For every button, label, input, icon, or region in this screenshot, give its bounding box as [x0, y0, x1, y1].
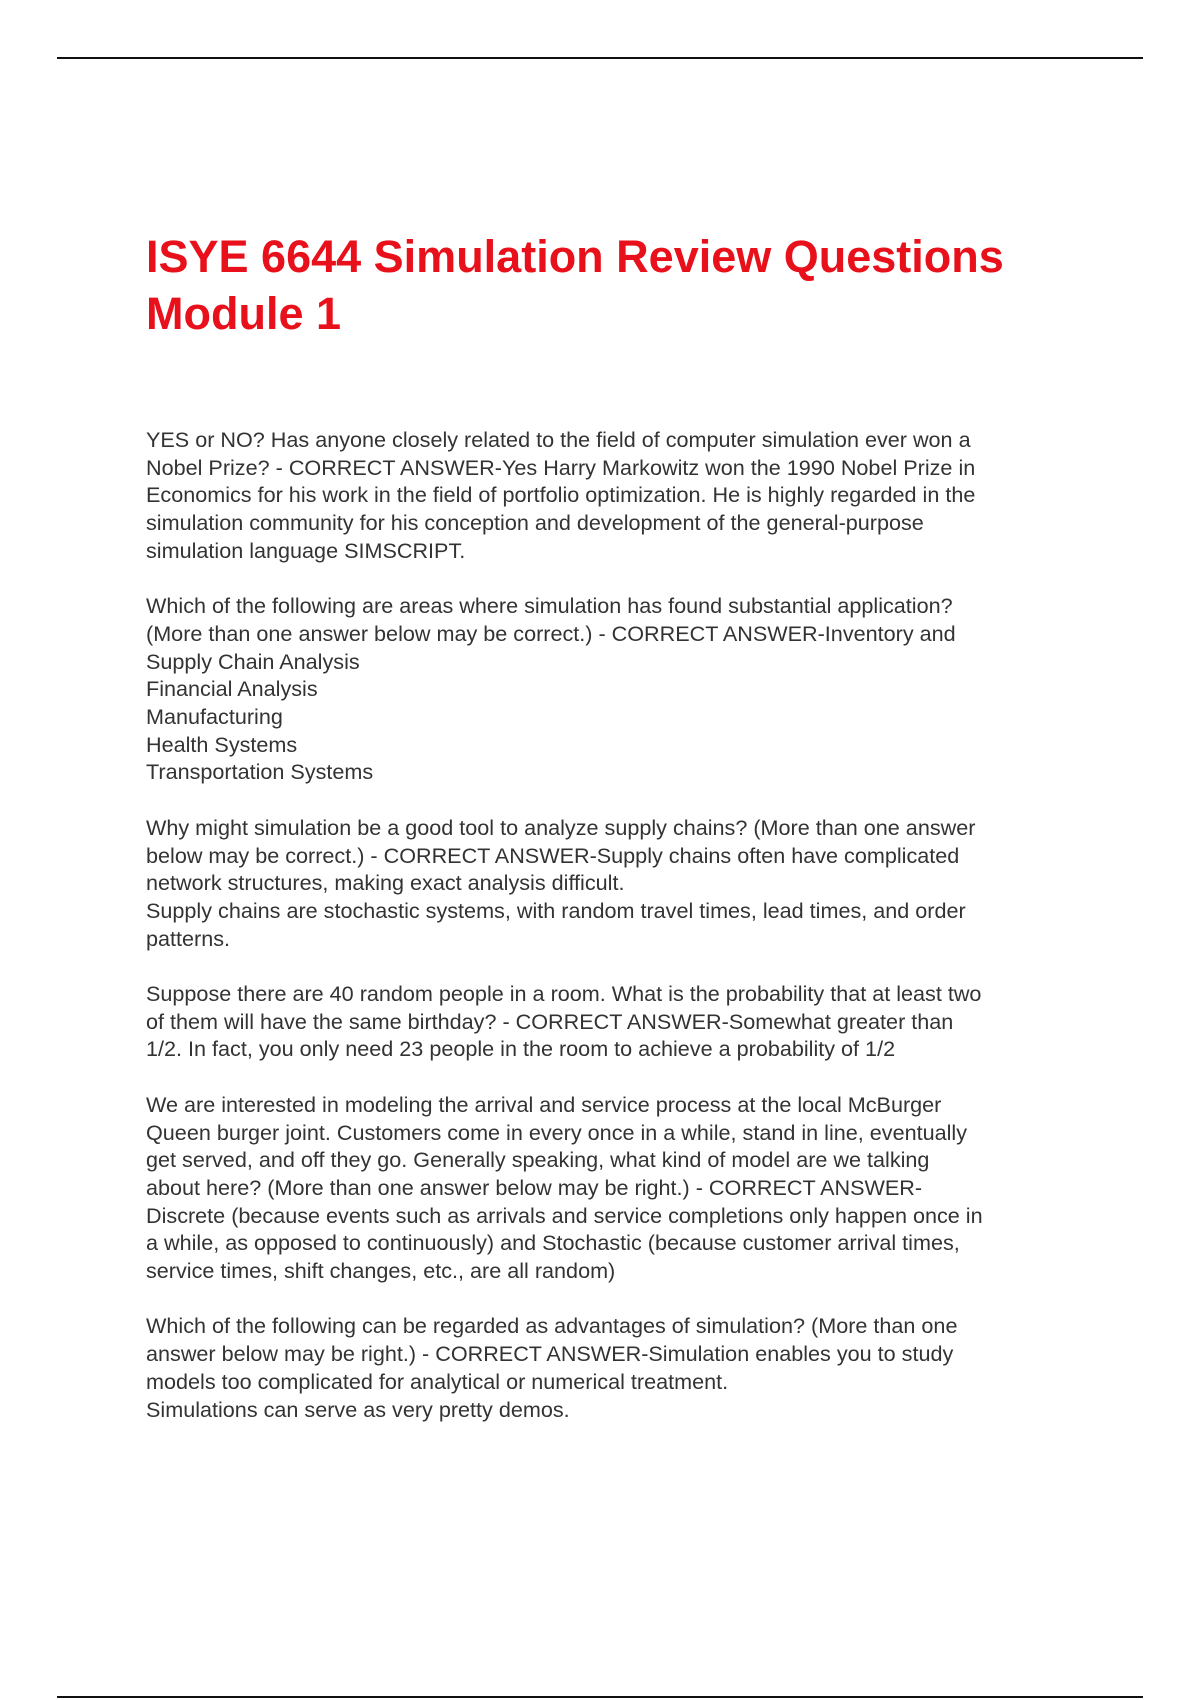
- text-line: get served, and off they go. Generally speaking, what kind of model are we talking: [146, 1147, 930, 1173]
- text-line: We are interested in modeling the arrival and service process at the local McBurger: [146, 1091, 942, 1117]
- text-line: a while, as opposed to continuously) and Stochastic (because customer arrival times,: [146, 1230, 960, 1256]
- header-rule: [57, 57, 1143, 59]
- document-body: [146, 426, 1106, 1451]
- text-line: Which of the following can be regarded as advantages of simulation? (More than one: [146, 1313, 958, 1339]
- text-line: Simulations can serve as very pretty demos.: [146, 1396, 570, 1422]
- text-line: Why might simulation be a good tool to analyze supply chains? (More than one answer: [146, 814, 976, 840]
- text-line: service times, shift changes, etc., are all random): [146, 1258, 616, 1284]
- text-line: simulation community for his conception and development of the general-purpose: [146, 510, 924, 536]
- text-line: Supply chains are stochastic systems, with random travel times, lead times, and order: [146, 897, 966, 923]
- text-line: Discrete (because events such as arrivals and service completions only happen once in: [146, 1202, 983, 1228]
- text-line: answer below may be right.) - CORRECT ANSWER-Simulation enables you to study: [146, 1341, 954, 1367]
- text-line: models too complicated for analytical or numerical treatment.: [146, 1368, 729, 1394]
- qa-paragraph: [146, 426, 1106, 565]
- qa-paragraph: [146, 814, 1106, 953]
- text-line: Which of the following are areas where simulation has found substantial application?: [146, 593, 953, 619]
- qa-paragraph: [146, 1312, 1106, 1423]
- text-line: Nobel Prize? - CORRECT ANSWER-Yes Harry Markowitz won the 1990 Nobel Prize in: [146, 454, 976, 480]
- document-title: [146, 228, 1106, 342]
- text-line: Manufacturing: [146, 704, 283, 730]
- text-line: Supply Chain Analysis: [146, 648, 360, 674]
- text-line: below may be correct.) - CORRECT ANSWER-Supply chains often have complicated: [146, 842, 960, 868]
- text-line: patterns.: [146, 925, 231, 951]
- title-line: Module 1: [146, 288, 342, 339]
- text-line: (More than one answer below may be correct.) - CORRECT ANSWER-Inventory and: [146, 620, 956, 646]
- footer-rule: [57, 1696, 1143, 1698]
- text-line: Suppose there are 40 random people in a room. What is the probability that at least two: [146, 981, 982, 1007]
- text-line: network structures, making exact analysis difficult.: [146, 870, 625, 896]
- text-line: YES or NO? Has anyone closely related to the field of computer simulation ever won a: [146, 427, 971, 452]
- text-line: Transportation Systems: [146, 759, 374, 785]
- text-line: of them will have the same birthday? - CORRECT ANSWER-Somewhat greater than: [146, 1008, 954, 1034]
- qa-paragraph: [146, 980, 1106, 1063]
- qa-paragraph: [146, 592, 1106, 786]
- title-line: ISYE 6644 Simulation Review Questions: [146, 231, 1004, 282]
- text-line: 1/2. In fact, you only need 23 people in the room to achieve a probability of 1/2: [146, 1036, 896, 1062]
- text-line: simulation language SIMSCRIPT.: [146, 537, 466, 563]
- text-line: about here? (More than one answer below may be right.) - CORRECT ANSWER-: [146, 1174, 923, 1200]
- text-line: Financial Analysis: [146, 676, 318, 702]
- text-line: Health Systems: [146, 731, 298, 757]
- qa-paragraph: [146, 1091, 1106, 1285]
- text-line: Economics for his work in the field of portfolio optimization. He is highly regarded in the: [146, 482, 976, 508]
- text-line: Queen burger joint. Customers come in every once in a while, stand in line, eventually: [146, 1119, 967, 1145]
